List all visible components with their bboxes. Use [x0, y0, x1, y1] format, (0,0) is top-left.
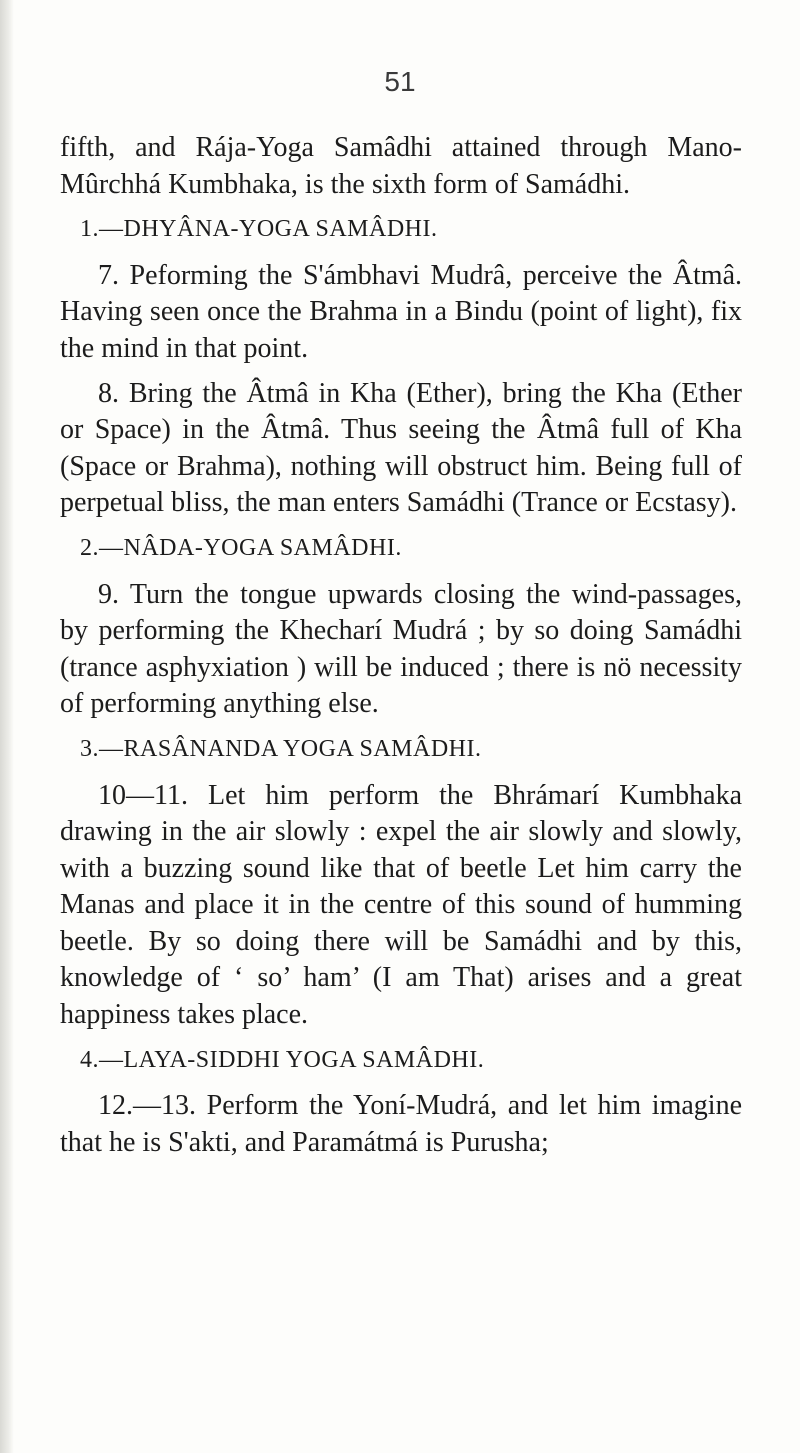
paragraph-verse-7: 7. Peforming the S'ámbhavi Mudrâ, perceive the Âtmâ. Having seen once the Brahma in a Bindu (point of light), fix the mind in that point.: [60, 259, 742, 364]
paragraph-verse-9: 9. Turn the tongue upwards closing the wind-passages, by performing the Khecharí Mudrá ; by so doing Samádhi (trance asphyxiation ) will be induced ; there is nö necessity of performing anything else.: [60, 578, 742, 720]
section-heading-laya-siddhi-yoga: 4.—LAYA-SIDDHI YOGA SAMÂDHI.: [80, 1046, 485, 1073]
paragraph-intro: fifth, and Rája-Yoga Samâdhi attained through Mano-Mûrchhá Kumbhaka, is the sixth form of Samádhi.: [60, 132, 742, 200]
page-body: [60, 130, 742, 1161]
section-heading-dhyana-yoga: 1.—DHYÂNA-YOGA SAMÂDHI.: [80, 216, 438, 243]
section-heading-nada-yoga: 2.—NÂDA-YOGA SAMÂDHI.: [80, 534, 402, 561]
page-edge-shadow: [0, 0, 14, 1453]
page-number: 51: [384, 66, 416, 97]
paragraph-verse-12-13: 12.—13. Perform the Yoní-Mudrá, and let him imagine that he is S'akti, and Paramátmá is Purusha;: [60, 1090, 742, 1158]
paragraph-verse-10-11: 10—11. Let him perform the Bhrámarí Kumbhaka drawing in the air slowly : expel the air slowly and slowly, with a buzzing sound like that of beetle Let him carry the Manas and place it in the centre of this sound of humming beetle. By so doing there will be Samádhi and by this, knowledge of ‘ so’ ham’ (I am That) arises and a great happiness takes place.: [60, 779, 742, 1031]
section-heading-rasananda-yoga: 3.—RASÂNANDA YOGA SAMÂDHI.: [80, 735, 482, 762]
paragraph-verse-8: 8. Bring the Âtmâ in Kha (Ether), bring the Kha (Ether or Space) in the Âtmâ. Thus seeing the Âtmâ full of Kha (Space or Brahma), nothing will obstruct him. Being full of perpetual bliss, the man enters Samádhi (Trance or Ecstasy).: [60, 377, 742, 519]
